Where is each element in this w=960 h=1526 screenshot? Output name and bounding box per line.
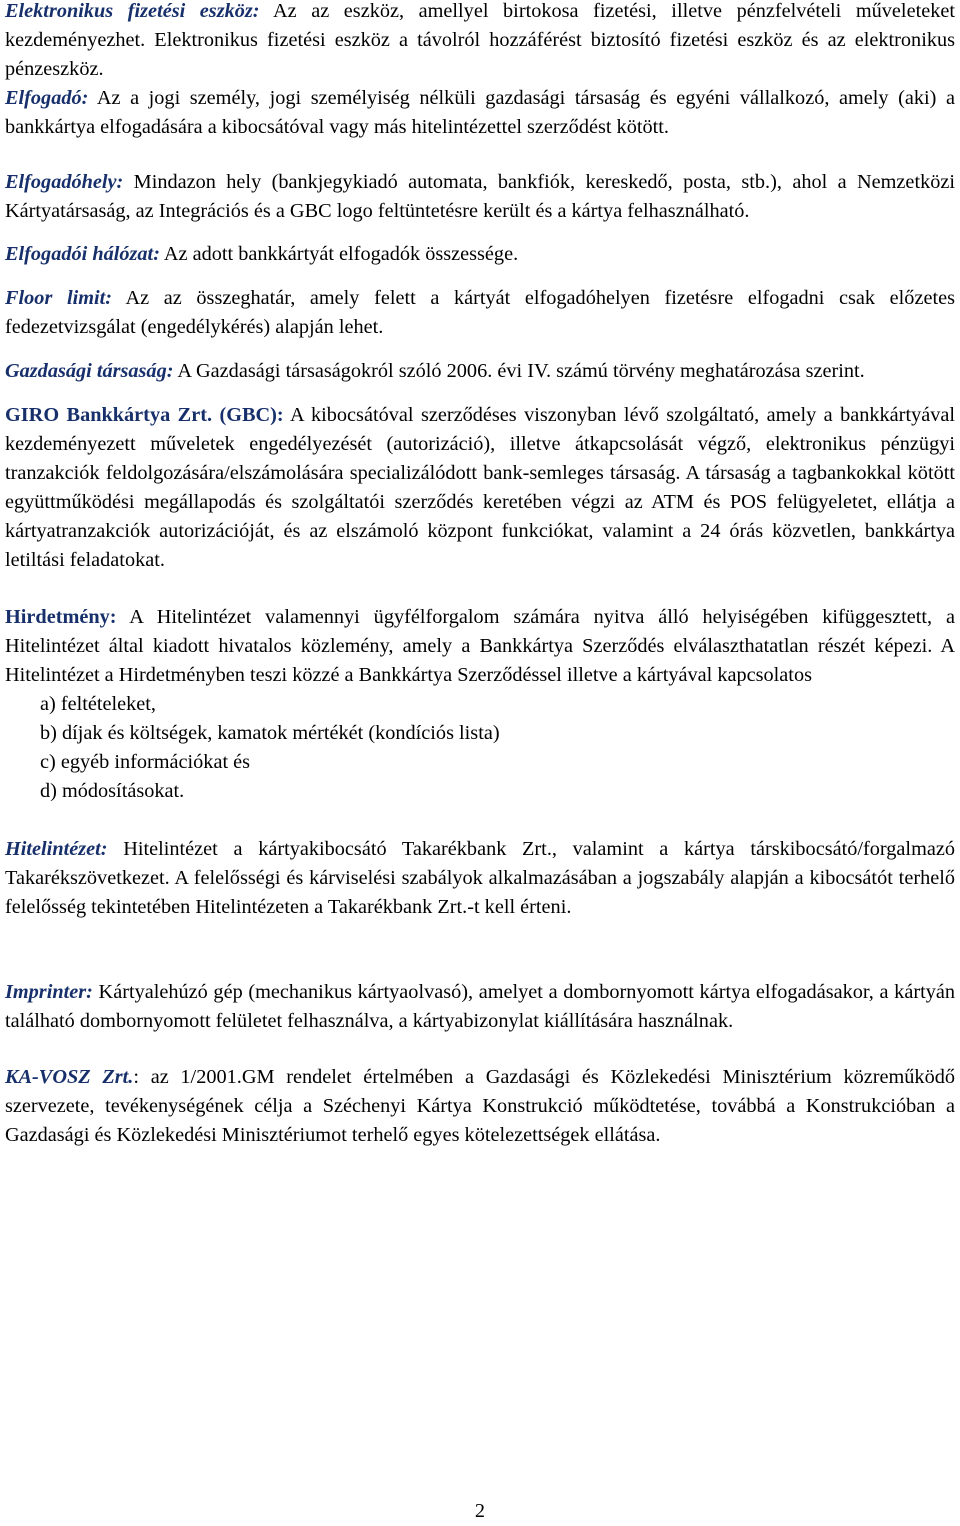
definition-text: Az adott bankkártyát elfogadók összessége. [159,243,519,265]
definition-floor-limit [5,284,955,342]
document-page [5,0,955,1150]
list-item: b) díjak és költségek, kamatok mértékét (kondíciós lista) [40,722,500,744]
definition-imprinter [5,978,955,1036]
definition-gazdasagi-tarsasag [5,357,955,386]
definition-elfogadoi-halozat [5,240,955,269]
list-item: d) módosításokat. [40,780,185,802]
hirdetmeny-list [5,690,955,806]
definition-hitelintezet [5,835,955,922]
definition-hirdetmeny [5,603,955,690]
definition-text: Az az összeghatár, amely felett a kártyát elfogadóhelyen fizetésre elfogadni csak előzetes fedezetvizsgálat (engedélykérés) alapján lehet. [5,287,955,338]
definition-elfogadohely [5,168,955,226]
term-label: Hirdetmény: [5,606,117,628]
term-label: Hitelintézet: [5,838,108,860]
definition-text: Az a jogi személy, jogi személyiség nélküli gazdasági társaság és egyéni vállalkozó, amely (aki) a bankkártya elfogadására a kibocsátóval vagy más hitelintézettel szerződést kötött. [5,87,955,138]
page-number: 2 [474,1500,486,1522]
definition-text: Mindazon hely (bankjegykiadó automata, bankfiók, kereskedő, posta, stb.), ahol a Nemzetközi Kártyatársaság, az Integrációs és a GBC logo feltüntetésre került és a kártya felhasználható. [5,171,955,222]
term-label: Elektronikus fizetési eszköz: [5,0,260,22]
definition-text: A Hitelintézet valamennyi ügyfélforgalom számára nyitva álló helyiségében kifüggesztett, a Hitelintézet által kiadott hivatalos közlemény, amely a Bankkártya Szerződés elválaszthatatlan részét képezi. A Hitelintézet a Hirdetményben teszi közzé a Bankkártya Szerződéssel illetve a kártyával kapcsolatos [5,606,955,686]
term-label: Elfogadóhely: [5,171,124,193]
term-label: Imprinter: [5,981,93,1003]
list-item: a) feltételeket, [40,693,156,715]
definition-text: Kártyalehúzó gép (mechanikus kártyaolvasó), amelyet a dombornyomott kártya elfogadásakor, a kártyán található dombornyomott felületet felhasználva, a kártyabizonylat kiállítására használnak. [5,981,955,1032]
definition-text: Hitelintézet a kártyakibocsátó Takarékbank Zrt., valamint a kártya társkibocsátó/forgalmazó Takarékszövetkezet. A felelősségi és kárviselési szabályok alkalmazásában a jogszabály alapján a kibocsátót terhelő felelősség tekintetében Hitelintézeten a Takarékbank Zrt.-t kell érteni. [5,838,955,918]
definition-text: Az az eszköz, amellyel birtokosa fizetési, illetve pénzfelvételi műveleteket kezdeményezhet. Elektronikus fizetési eszköz a távolról hozzáférést biztosító fizetési eszköz és az elektronikus pénzeszköz. [5,0,955,80]
definition-elektronikus-fizetesi-eszkoz [5,0,955,84]
definition-text: A Gazdasági társaságokról szóló 2006. évi IV. számú törvény meghatározása szerint. [173,360,865,382]
definition-ka-vosz [5,1063,955,1150]
term-label: KA-VOSZ Zrt. [5,1066,134,1088]
definition-elfogado [5,84,955,142]
definition-giro-bankkartya [5,401,955,575]
term-label: Gazdasági társaság: [5,360,174,382]
term-label: Elfogadói hálózat: [5,243,160,265]
term-label: GIRO Bankkártya Zrt. (GBC): [5,404,284,426]
term-label: Elfogadó: [5,87,89,109]
definition-text: A kibocsátóval szerződéses viszonyban lévő szolgáltató, amely a bankkártyával kezdeményezett műveletek engedélyezését (autorizáció), illetve átkapcsolását végző, elektronikus pénzügyi tranzakciók feldolgozására/elszámolására specializálódott bank-semleges társaság. A társaság a tagbankokkal kötött együttműködési megállapodás és szolgáltatói szerződés keretében végzi az ATM és POS felügyeletet, ellátja a kártyatranzakciók autorizációját, és az elszámoló központ funkciókat, valamint a 24 órás közvetlen, bankkártya letiltási feladatokat. [5,404,955,571]
term-label: Floor limit: [5,287,113,309]
definition-text: : az 1/2001.GM rendelet értelmében a Gazdasági és Közlekedési Minisztérium közreműködő szervezete, tevékenységének célja a Széchenyi Kártya Konstrukció működtetése, továbbá a Konstrukcióban a Gazdasági és Közlekedési Minisztériumot terhelő egyes kötelezettségek ellátása. [5,1066,955,1146]
list-item: c) egyéb információkat és [40,751,251,773]
